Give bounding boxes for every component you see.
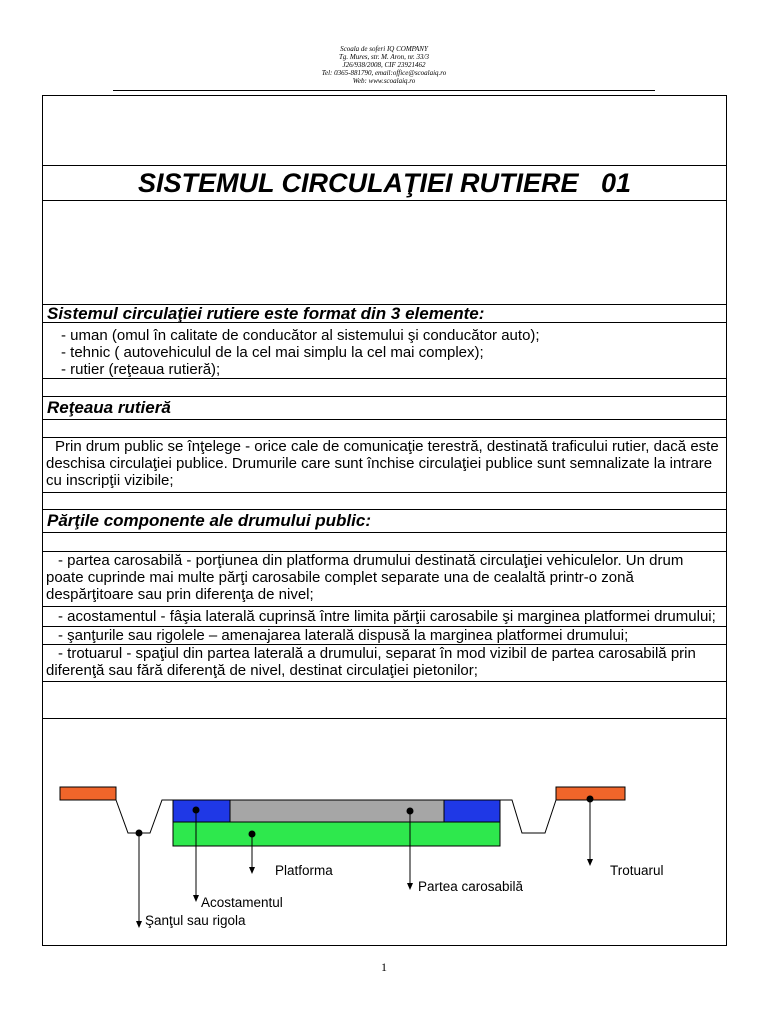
road-cross-section-diagram	[43, 719, 726, 945]
carriageway-pointer-arrow	[407, 883, 413, 890]
component-item: - şanţurile sau rigolele – amenajarea laterală dispusă la marginea platformei drumului;	[58, 627, 629, 644]
component-item: - trotuarul - spaţiul din partea laterală a drumului, separat în mod vizibil de partea carosabilă prin diferenţă sau fără diferenţă de nivel, destinat circulaţiei pietonilor;	[46, 645, 696, 679]
school-name: Scoala de soferi IQ COMPANY	[340, 45, 428, 53]
shoulder-left	[173, 800, 230, 822]
platform-pointer-arrow	[249, 867, 255, 874]
ditch-pointer-arrow	[136, 921, 142, 928]
blank-row	[43, 96, 726, 166]
road-network-paragraph-cell	[43, 438, 726, 493]
shoulder-right	[444, 800, 500, 822]
component-item: - partea carosabilă - porţiunea din platforma drumului destinată circulaţiei vehiculelor. Un drum poate cuprinde mai multe părţi carosabile complet separate una de cealaltă printr-o zonă despărţitoare sau prin diferenţa de nivel;	[46, 552, 684, 603]
component-cell-shoulder	[43, 607, 726, 627]
platform-label: Platforma	[275, 863, 333, 878]
sidewalk-label: Trotuarul	[610, 863, 664, 878]
shoulder-pointer-arrow	[193, 895, 199, 902]
components-heading: Părţile componente ale drumului public:	[43, 510, 726, 533]
component-cell-sidewalk	[43, 645, 726, 682]
content-table	[42, 95, 727, 946]
road-network-paragraph: Prin drum public se înţelege - orice cale de comunicaţie terestră, destinată traficului rutier, dacă este deschisa circulaţiei publice. Drumurile care sunt închise circulaţiei publice sunt semnalizate la intrare cu inscripţii vizibile;	[46, 438, 719, 489]
sidewalk-left	[60, 787, 116, 800]
carriageway-label: Partea carosabilă	[418, 879, 524, 894]
blank-row	[43, 379, 726, 397]
road-diagram-cell	[43, 719, 726, 945]
letterhead	[0, 45, 768, 85]
list-item: - rutier (reţeaua rutieră);	[61, 361, 221, 378]
school-web: Web: www.scoalaiq.ro	[352, 77, 416, 85]
page-title: SISTEMUL CIRCULAŢIEI RUTIERE 01	[43, 166, 726, 201]
school-address: Tg. Mures, str. M. Aron, nr. 33/3	[339, 53, 429, 61]
component-item: - acostamentul - fâşia laterală cuprinsă între limita părţii carosabile şi marginea platformei drumului;	[58, 608, 716, 625]
page-number: 1	[381, 960, 387, 974]
blank-row	[43, 420, 726, 438]
blank-row	[43, 682, 726, 719]
blank-row	[43, 493, 726, 510]
ditch-right	[500, 800, 556, 833]
component-cell-carriageway	[43, 552, 726, 607]
elements-heading: Sistemul circulaţiei rutiere este format din 3 elemente:	[43, 305, 726, 323]
component-cell-ditch	[43, 627, 726, 645]
blank-row	[43, 201, 726, 305]
blank-row	[43, 533, 726, 552]
ditch-label: Şanţul sau rigola	[145, 913, 246, 928]
sidewalk-pointer-arrow	[587, 859, 593, 866]
shoulder-label: Acostamentul	[201, 895, 283, 910]
letterhead-divider	[113, 90, 655, 91]
road-network-heading: Reţeaua rutieră	[43, 397, 726, 420]
school-contact: Tel: 0365-881790, email:office@scoalaiq.ro	[321, 69, 447, 77]
platform-layer	[173, 822, 500, 846]
school-registration: J26/938/2008, CIF 23921462	[342, 61, 426, 69]
list-item: - uman (omul în calitate de conducător al sistemului şi conducător auto);	[61, 327, 540, 344]
elements-list	[43, 323, 726, 379]
ditch-left	[116, 800, 173, 833]
list-item: - tehnic ( autovehiculul de la cel mai simplu la cel mai complex);	[61, 344, 484, 361]
